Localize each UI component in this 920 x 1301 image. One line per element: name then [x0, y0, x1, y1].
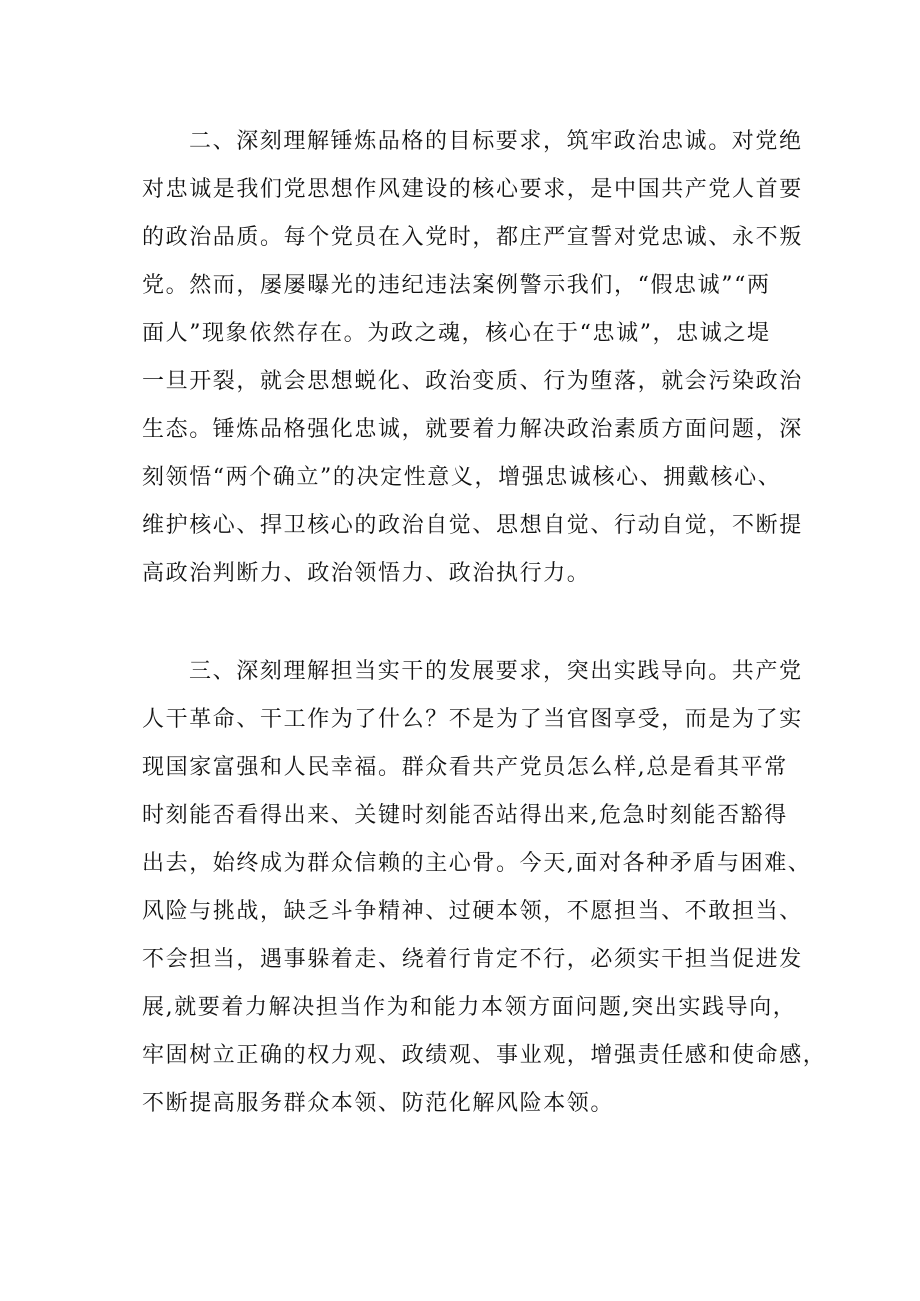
paragraph-line: 高政治判断力、政治领悟力、政治执行力。	[142, 561, 591, 586]
paragraph-line: 三、深刻理解担当实干的发展要求，突出实践导向。共产党	[189, 659, 803, 684]
paragraph-line: 时刻能否看得出来、关键时刻能否站得出来,危急时刻能否豁得	[142, 803, 788, 828]
paragraph-line: 刻领悟“两个确立”的决定性意义，增强忠诚核心、拥戴核心、	[142, 465, 782, 490]
paragraph-line: 展,就要着力解决担当作为和能力本领方面问题,突出实践导向，	[142, 995, 797, 1020]
paragraph-line: 对忠诚是我们党思想作风建设的核心要求，是中国共产党人首要	[142, 177, 803, 202]
paragraph-line: 不断提高服务群众本领、防范化解风险本领。	[142, 1091, 615, 1116]
paragraph-line: 出去，始终成为群众信赖的主心骨。今天,面对各种矛盾与困难、	[142, 851, 812, 876]
paragraph-line: 生态。锤炼品格强化忠诚，就要着力解决政治素质方面问题，深	[142, 417, 803, 442]
paragraph-line: 面人”现象依然存在。为政之魂，核心在于“忠诚”，忠诚之堤	[142, 321, 771, 346]
paragraph-line: 一旦开裂，就会思想蜕化、政治变质、行为堕落，就会污染政治	[142, 369, 803, 394]
paragraph-line: 不会担当，遇事躲着走、绕着行肯定不行，必须实干担当促进发	[142, 947, 803, 972]
paragraph-line: 的政治品质。每个党员在入党时，都庄严宣誓对党忠诚、永不叛	[142, 225, 803, 250]
paragraph-line: 二、深刻理解锤炼品格的目标要求，筑牢政治忠诚。对党绝	[189, 129, 803, 154]
paragraph-line: 现国家富强和人民幸福。群众看共产党员怎么样,总是看其平常	[142, 755, 788, 780]
paragraph-line: 人干革命、干工作为了什么？不是为了当官图享受，而是为了实	[142, 707, 803, 732]
paragraph-line: 风险与挑战，缺乏斗争精神、过硬本领，不愿担当、不敢担当、	[142, 899, 803, 924]
paragraph-line: 党。然而，屡屡曝光的违纪违法案例警示我们，“假忠诚”“两	[142, 273, 771, 298]
paragraph-line: 维护核心、捍卫核心的政治自觉、思想自觉、行动自觉，不断提	[142, 513, 803, 538]
paragraph-line: 牢固树立正确的权力观、政绩观、事业观，增强责任感和使命感，	[142, 1043, 827, 1068]
